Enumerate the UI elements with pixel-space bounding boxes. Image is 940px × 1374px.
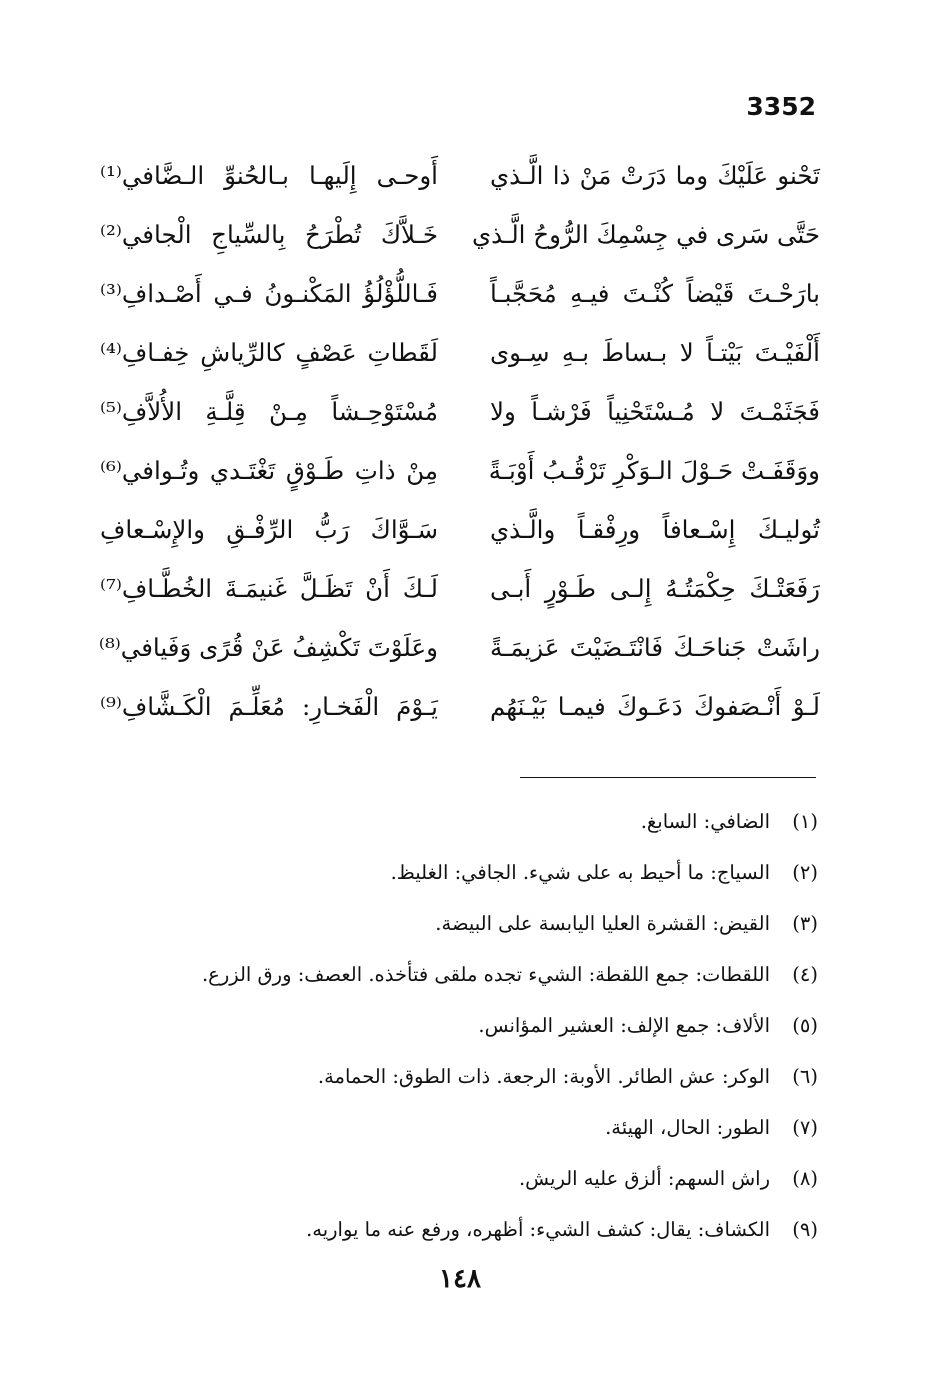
verse-9 <box>100 618 820 677</box>
footnote-text: السياج: ما أحيط به على شيء. الجافي: الغليظ. <box>390 861 770 884</box>
verse-first-hemistich: فَجَثَمْـتَ لا مُـسْتَحْنِياً فَرْشـاً ولا <box>490 397 820 426</box>
footnote <box>138 847 818 898</box>
footnote <box>138 898 818 949</box>
verse-second-hemistich: خَـلاَّكَ تُطْرَحُ بِالسِّياجِ الْجافي⁽²⁾ <box>100 220 438 249</box>
verse-first-hemistich: رَفَعَتْـكَ حِكْمَتُـهُ إِلـى طَـوْرٍ أَبـى <box>490 574 820 603</box>
footnote-text: القيض: القشرة العليا اليابسة على البيضة. <box>435 912 770 935</box>
footnote-number: (٧) <box>792 1116 818 1139</box>
footnote-number: (١) <box>792 810 818 833</box>
footnote-text: راش السهم: ألزق عليه الريش. <box>518 1167 770 1190</box>
footnote-text: الكشاف: يقال: كشف الشيء: أظهره، ورفع عنه ما يواريه. <box>306 1218 770 1241</box>
verse-second-hemistich: يَـوْمَ الْفَخـارِ: مُعَلِّـمَ الْكَـشَّافِ⁽⁹⁾ <box>100 692 438 721</box>
footnote-text: الطور: الحال، الهيئة. <box>605 1116 770 1139</box>
verse-first-hemistich: بارَحْـتَ قَيْضاً كُنْـتَ فيـهِ مُحَجَّبـاً <box>490 279 820 308</box>
verse-2 <box>100 205 820 264</box>
verse-second-hemistich: أَوحـى إِلَيهـا بـالحُنوِّ الـضَّافي⁽¹⁾ <box>100 161 438 190</box>
verse-second-hemistich: مُسْتَوْحِـشاً مِـنْ قِلَّـةِ الأُلاَّفِ⁽⁵⁾ <box>100 397 438 426</box>
document-id: 3352 <box>746 92 816 121</box>
verse-second-hemistich: مِنْ ذاتِ طَـوْقٍ تَغْتَـدي وتُـوافي⁽⁶⁾ <box>100 456 438 485</box>
verse-first-hemistich: تَحْنو عَلَيْكَ وما دَرَتْ مَنْ ذا الَّـذي <box>490 161 820 190</box>
footnote-number: (٢) <box>792 861 818 884</box>
footnote-text: اللقطات: جمع اللقطة: الشيء تجده ملقى فتأخذه. العصف: ورق الزرع. <box>201 963 770 986</box>
verse-5 <box>100 382 820 441</box>
verse-first-hemistich: تُوليـكَ إِسْـعافاً ورِفْقـاً والَّـذي <box>490 515 820 544</box>
footnote <box>138 1051 818 1102</box>
footnote <box>138 1000 818 1051</box>
footnotes <box>138 796 818 1255</box>
footnote-number: (٥) <box>792 1014 818 1037</box>
footnote <box>138 949 818 1000</box>
verse-second-hemistich: فَـاللُّؤْلُؤُ المَكْنـونُ فـي أَصْـدافِ⁽³⁾ <box>100 279 438 308</box>
footnote-number: (٨) <box>792 1167 818 1190</box>
footnote-text: الألاف: جمع الإلف: العشير المؤانس. <box>478 1014 770 1037</box>
verse-first-hemistich: حَتَّى سَرى في جِسْمِكَ الرُّوحُ الَّـذي <box>472 220 820 249</box>
footnote-number: (٦) <box>792 1065 818 1088</box>
page-number: ١٤٨ <box>439 1264 481 1294</box>
verse-second-hemistich: لَقَطاتِ عَصْفٍ كالرِّياشِ خِفـافِ⁽⁴⁾ <box>100 338 438 367</box>
footnote-number: (٩) <box>792 1218 818 1241</box>
verse-7 <box>100 500 820 559</box>
verse-3 <box>100 264 820 323</box>
verse-4 <box>100 323 820 382</box>
verse-first-hemistich: راشَتْ جَناحَـكَ فَانْتَـضَيْتَ عَزيمَـةً <box>490 633 820 662</box>
verse-6 <box>100 441 820 500</box>
footnote-number: (٤) <box>792 963 818 986</box>
footnote <box>138 1153 818 1204</box>
verse-8 <box>100 559 820 618</box>
verse-second-hemistich: وعَلَوْتَ تَكْشِفُ عَنْ قُرًى وَفَيافي⁽⁸⁾ <box>98 633 438 662</box>
footnote-text: الوكر: عش الطائر. الأوبة: الرجعة. ذات الطوق: الحمامة. <box>317 1065 770 1088</box>
verse-10 <box>100 677 820 736</box>
footnote-number: (٣) <box>792 912 818 935</box>
verse-first-hemistich: لَـوْ أَنْـصَفوكَ دَعَـوكَ فيمـا بَيْـنَهُم <box>490 692 820 721</box>
footnote <box>138 1204 818 1255</box>
verse-1 <box>100 146 820 205</box>
footnote-separator <box>520 777 816 778</box>
verse-first-hemistich: ووَقَفَـتْ حَـوْلَ الـوَكْرِ تَرْقُـبُ أَوْبَـةً <box>488 456 820 485</box>
footnote <box>138 1102 818 1153</box>
poem <box>100 146 820 736</box>
footnote <box>138 796 818 847</box>
verse-second-hemistich: سَـوَّاكَ رَبُّ الرِّفْـقِ والإِسْـعافِ <box>100 515 438 544</box>
footnote-text: الضافي: السابغ. <box>640 810 770 833</box>
verse-second-hemistich: لَـكَ أَنْ تَظَـلَّ غَنيمَـةَ الخُطَّـافِ⁽⁷⁾ <box>100 574 438 603</box>
verse-first-hemistich: أَلْفَيْـتَ بَيْتـاً لا بـساطَ بـهِ سِـوى <box>490 338 820 367</box>
